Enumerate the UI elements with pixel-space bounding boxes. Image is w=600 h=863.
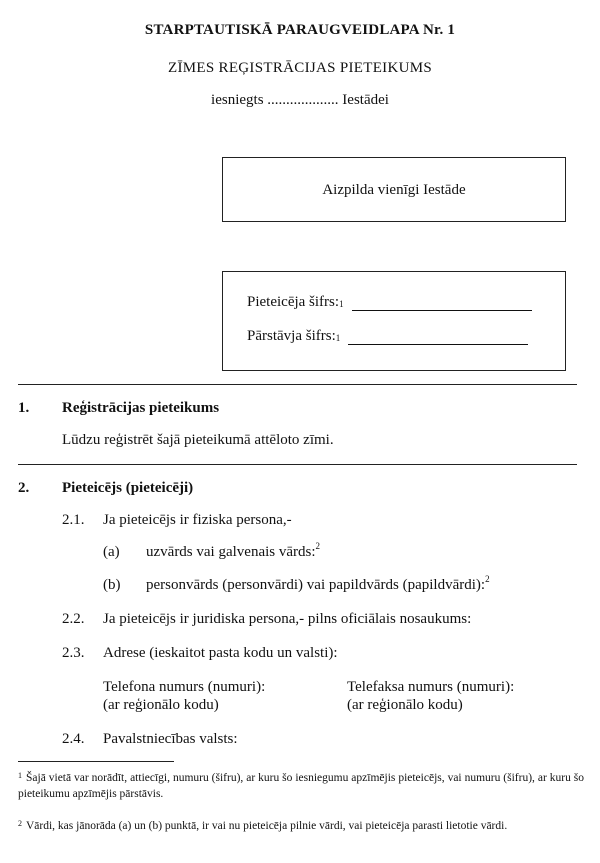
footnote-1-text: Šajā vietā var norādīt, attiecīgi, numuru (šifru), ar kuru šo iesniegumu apzīmējis pieteicējs, vai numuru (šifru), ar kuru šo pieteikumu apzīmējis pārstāvis. [18, 772, 584, 800]
footnote-divider [18, 761, 174, 762]
submitted-line [0, 92, 600, 109]
footnote-2-mark: 2 [18, 819, 22, 828]
item-b-text [146, 574, 490, 594]
submitted-office-blank[interactable]: ................... [267, 92, 339, 108]
representative-code-row [247, 328, 528, 345]
item-a-text [146, 541, 321, 561]
footnote-ref-1: 1 [339, 299, 344, 309]
section-divider-1 [18, 384, 577, 385]
footnote-1 [18, 770, 584, 802]
footnote-1-mark: 1 [18, 771, 22, 780]
item-2-4-number: 2.4. [62, 731, 85, 747]
section2-heading: Pieteicējs (pieteicēji) [62, 480, 194, 496]
item-2-1-text: Ja pieteicējs ir fiziska persona,- [103, 512, 292, 528]
applicant-code-field[interactable] [352, 296, 532, 311]
applicant-code-label: Pieteicēja šifrs: [247, 294, 340, 310]
footnote-ref-2a: 2 [315, 541, 321, 551]
section1-heading: Reģistrācijas pieteikums [62, 400, 220, 416]
footnote-ref-1b: 1 [335, 333, 341, 343]
section1-body: Lūdzu reģistrēt šajā pieteikumā attēloto zīmi. [62, 432, 334, 448]
section1-number: 1. [18, 400, 30, 416]
footnote-2-text: Vārdi, kas jānorāda (a) un (b) punktā, ir vai nu pieteicēja pilnie vārdi, vai pieteicēja parasti lietotie vārdi. [26, 820, 508, 832]
item-2-3-text: Adrese (ieskaitot pasta kodu un valsti): [103, 645, 338, 661]
section2-number: 2. [18, 480, 30, 496]
fax-label: Telefaksa numurs (numuri): [347, 679, 515, 695]
office-use-label: Aizpilda vienīgi Iestāde [322, 182, 466, 198]
form-subtitle: ZĪMES REĢISTRĀCIJAS PIETEIKUMS [167, 60, 432, 76]
phone-sublabel: (ar reģionālo kodu) [103, 697, 219, 713]
office-use-box [222, 157, 566, 222]
item-2-2-number: 2.2. [62, 611, 85, 627]
representative-code-field[interactable] [348, 330, 528, 345]
applicant-code-row [247, 294, 532, 311]
fax-sublabel: (ar reģionālo kodu) [347, 697, 463, 713]
section-divider-2 [18, 464, 577, 465]
item-2-3-number: 2.3. [62, 645, 85, 661]
phone-label: Telefona numurs (numuri): [103, 679, 266, 695]
footnote-2 [18, 818, 584, 834]
item-b-caption: personvārds (personvārdi) vai papildvārds (papildvārdi): [146, 577, 486, 593]
item-2-2-text: Ja pieteicējs ir juridiska persona,- pilns oficiālais nosaukums: [103, 611, 472, 627]
item-a-caption: uzvārds vai galvenais vārds: [146, 544, 316, 560]
submitted-suffix: Iestādei [342, 92, 389, 108]
item-a-label: (a) [103, 544, 120, 560]
submitted-prefix: iesniegts [211, 92, 264, 108]
codes-box [222, 271, 566, 371]
item-2-1-number: 2.1. [62, 512, 85, 528]
representative-code-label: Pārstāvja šifrs: [247, 328, 336, 344]
item-b-label: (b) [103, 577, 121, 593]
item-2-4-text: Pavalstniecības valsts: [103, 731, 238, 747]
form-title: STARPTAUTISKĀ PARAUGVEIDLAPA Nr. 1 [144, 22, 456, 38]
footnote-ref-2b: 2 [485, 574, 490, 584]
